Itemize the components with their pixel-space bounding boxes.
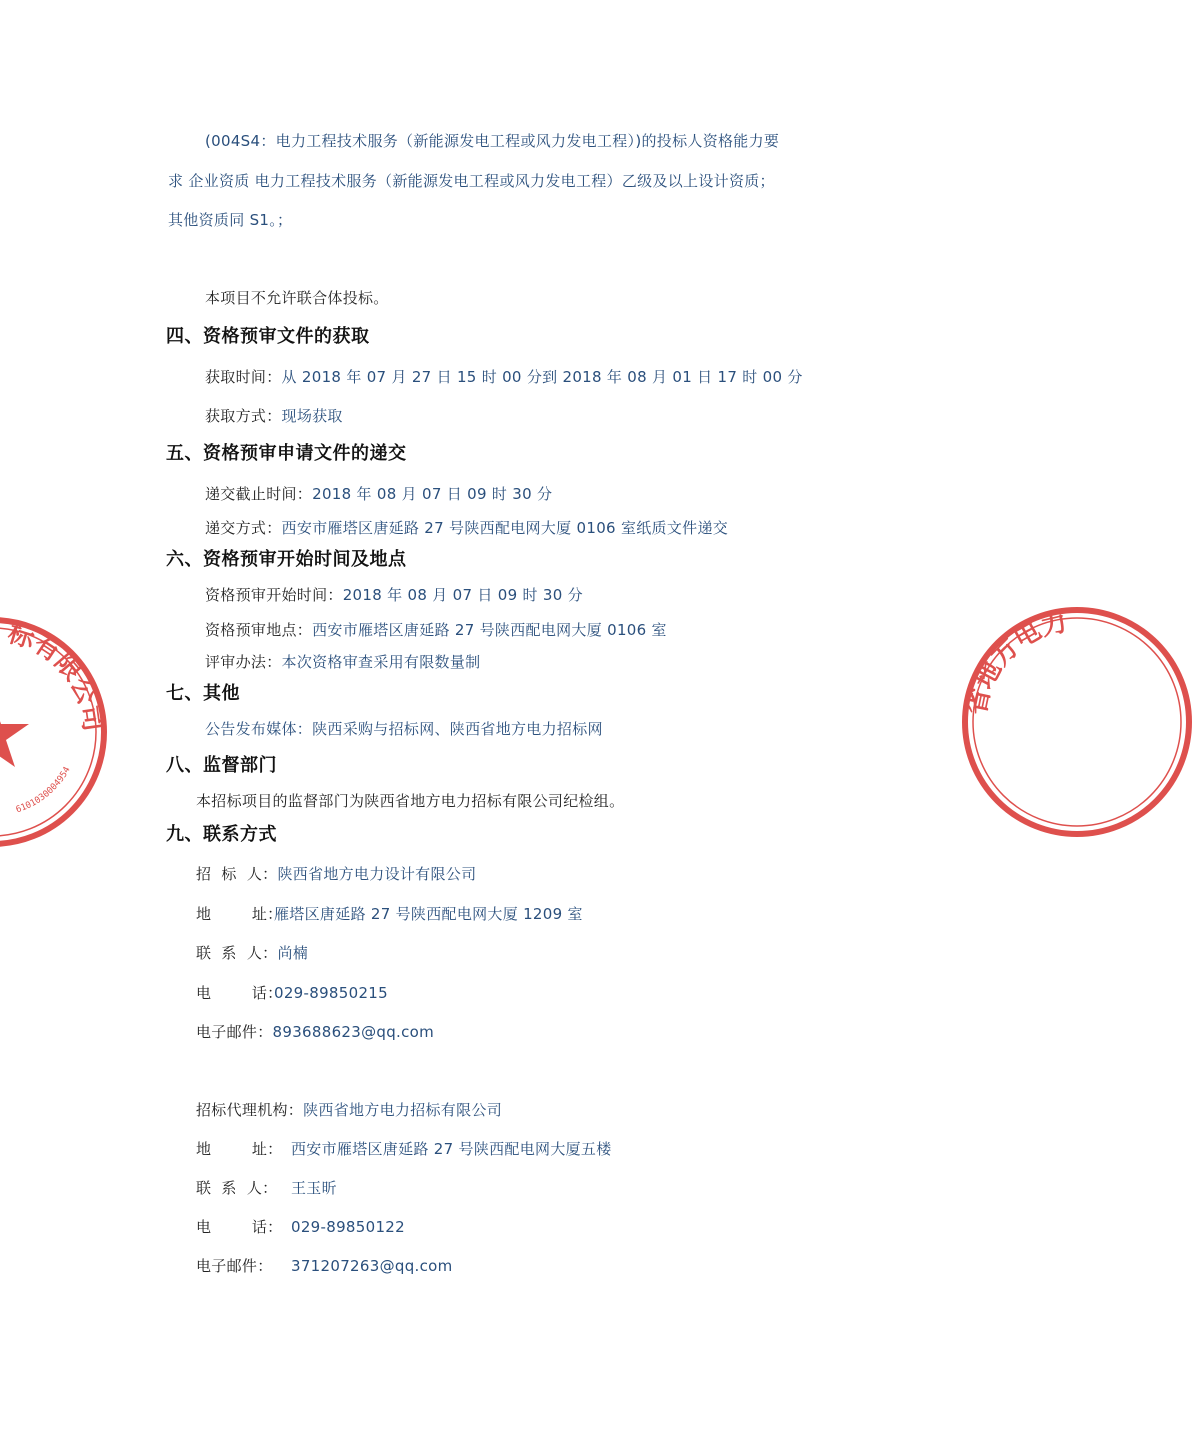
agency-name-label: 招标代理机构： xyxy=(196,1101,304,1119)
section-6-method xyxy=(205,652,480,672)
tenderer-address xyxy=(196,904,583,924)
section-6-place xyxy=(205,620,667,640)
tenderer-contact-value: 尚楠 xyxy=(277,944,309,962)
section-4-method xyxy=(205,406,343,426)
company-seal-left xyxy=(0,610,115,855)
section-5-method xyxy=(205,518,728,538)
tenderer-phone-label: 电 话： xyxy=(196,984,283,1002)
agency-address-value: 西安市雁塔区唐延路 27 号陕西配电网大厦五楼 xyxy=(291,1140,612,1158)
time-label: 获取时间： xyxy=(205,368,282,386)
tenderer-email-value: 893688623@qq.com xyxy=(272,1023,435,1041)
place-value: 西安市雁塔区唐延路 27 号陕西配电网大厦 0106 室 xyxy=(312,621,667,639)
qualification-line-2: 求 企业资质 电力工程技术服务（新能源发电工程或风力发电工程）乙级及以上设计资质； xyxy=(168,172,775,190)
tenderer-email-label: 电子邮件： xyxy=(196,1023,273,1041)
method-value: 现场获取 xyxy=(281,407,343,425)
section-9-heading: 九、联系方式 xyxy=(166,824,277,845)
publication-media: 公告发布媒体：陕西采购与招标网、陕西省地方电力招标网 xyxy=(205,720,603,738)
tenderer-name-value: 陕西省地方电力设计有限公司 xyxy=(277,865,477,883)
start-label: 资格预审开始时间： xyxy=(205,586,343,604)
section-6-heading: 六、资格预审开始时间及地点 xyxy=(166,549,407,570)
tenderer-phone-value: 029-89850215 xyxy=(274,984,388,1002)
tenderer-address-value: 雁塔区唐延路 27 号陕西配电网大厦 1209 室 xyxy=(274,905,583,923)
tenderer-contact-label: 联 系 人： xyxy=(196,944,278,962)
start-value: 2018 年 08 月 07 日 09 时 30 分 xyxy=(342,586,583,604)
time-value: 从 2018 年 07 月 27 日 15 时 00 分到 2018 年 08 月 01 日 17 时 00 分 xyxy=(281,368,803,386)
submission-method-value: 西安市雁塔区唐延路 27 号陕西配电网大厦 0106 室纸质文件递交 xyxy=(281,519,729,537)
agency-phone xyxy=(196,1217,405,1237)
place-label: 资格预审地点： xyxy=(205,621,313,639)
seal-right-text: 省地方电力 xyxy=(961,607,1071,718)
agency-name xyxy=(196,1100,502,1120)
review-method-label: 评审办法： xyxy=(205,653,282,671)
seal-star-icon xyxy=(0,698,29,767)
agency-address xyxy=(196,1139,612,1159)
review-method-value: 本次资格审查采用有限数量制 xyxy=(281,653,481,671)
tenderer-contact xyxy=(196,943,308,963)
deadline-value: 2018 年 08 月 07 日 09 时 30 分 xyxy=(312,485,553,503)
tenderer-name xyxy=(196,864,476,884)
tenderer-address-label: 地 址： xyxy=(196,905,283,923)
section-4-heading: 四、资格预审文件的获取 xyxy=(166,326,370,347)
agency-contact-value: 王玉昕 xyxy=(291,1179,337,1197)
agency-contact-label: 联 系 人： xyxy=(196,1179,278,1197)
method-label: 获取方式： xyxy=(205,407,282,425)
qualification-line-3: 其他资质同 S1。； xyxy=(168,211,293,229)
section-7-heading: 七、其他 xyxy=(166,683,240,704)
qualification-line-1: (004S4：电力工程技术服务（新能源发电工程或风力发电工程）)的投标人资格能力要 xyxy=(205,132,780,150)
agency-phone-label: 电 话： xyxy=(196,1218,283,1236)
submission-method-label: 递交方式： xyxy=(205,519,282,537)
agency-email-value: 371207263@qq.com xyxy=(291,1257,453,1275)
section-5-deadline xyxy=(205,484,552,504)
tenderer-name-label: 招 标 人： xyxy=(196,865,278,883)
section-5-heading: 五、资格预审申请文件的递交 xyxy=(166,443,407,464)
agency-email xyxy=(196,1256,453,1276)
company-seal-right xyxy=(955,600,1200,845)
section-6-start xyxy=(205,585,583,605)
tenderer-email xyxy=(196,1022,434,1042)
deadline-label: 递交截止时间： xyxy=(205,485,313,503)
section-8-heading: 八、监督部门 xyxy=(166,755,277,776)
seal-left-text: 标有限公司 xyxy=(4,618,108,734)
agency-phone-value: 029-89850122 xyxy=(291,1218,405,1236)
section-4-time xyxy=(205,367,803,387)
seal-left-number: 6101030004954 xyxy=(14,765,73,816)
agency-email-label: 电子邮件： xyxy=(196,1257,273,1275)
tenderer-phone xyxy=(196,983,388,1003)
agency-contact xyxy=(196,1178,337,1198)
no-consortium-note: 本项目不允许联合体投标。 xyxy=(205,289,389,307)
agency-address-label: 地 址： xyxy=(196,1140,283,1158)
agency-name-value: 陕西省地方电力招标有限公司 xyxy=(303,1101,503,1119)
supervision-text: 本招标项目的监督部门为陕西省地方电力招标有限公司纪检组。 xyxy=(196,792,625,810)
